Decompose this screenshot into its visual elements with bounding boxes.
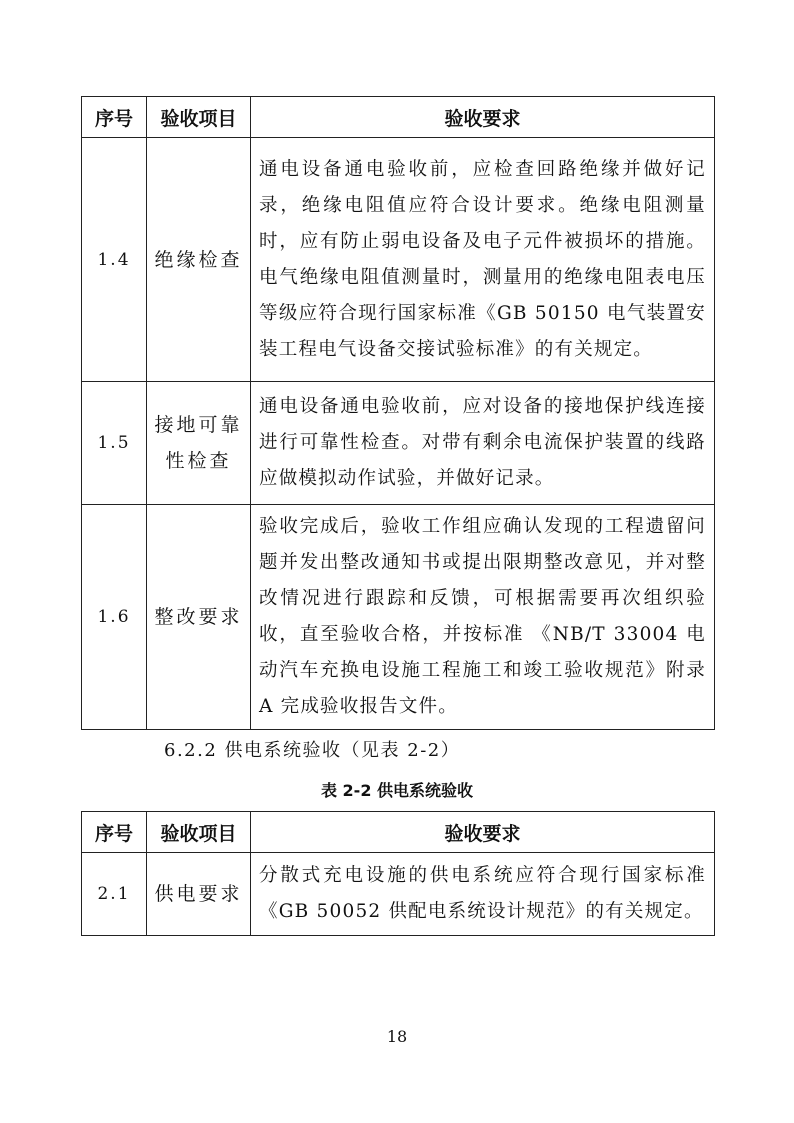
- acceptance-table-2: [81, 811, 715, 936]
- table-caption: 表 2-2 供电系统验收: [320, 781, 474, 800]
- header-num: 序号: [82, 812, 147, 853]
- row-num: 2.1: [82, 853, 147, 936]
- table-header-row: [82, 97, 715, 138]
- row-requirement: 通电设备通电验收前，应对设备的接地保护线连接进行可靠性检查。对带有剩余电流保护装置的线路应做模拟动作试验，并做好记录。: [251, 382, 715, 505]
- row-requirement: 通电设备通电验收前，应检查回路绝缘并做好记录，绝缘电阻值应符合设计要求。绝缘电阻测量时，应有防止弱电设备及电子元件被损坏的措施。电气绝缘电阻值测量时，测量用的绝缘电阻表电压等级应符合现行国家标准《GB 50150 电气装置安装工程电气设备交接试验标准》的有关规定。: [251, 138, 715, 382]
- row-item: 绝缘检查: [147, 138, 251, 382]
- acceptance-table-1: [81, 96, 715, 730]
- table-row: [82, 505, 715, 730]
- header-requirement: 验收要求: [251, 812, 715, 853]
- row-num: 1.6: [82, 505, 147, 730]
- header-num: 序号: [82, 97, 147, 138]
- row-item: 整改要求: [147, 505, 251, 730]
- table-header-row: [82, 812, 715, 853]
- header-item: 验收项目: [147, 812, 251, 853]
- row-requirement: 验收完成后，验收工作组应确认发现的工程遗留问题并发出整改通知书或提出限期整改意见，并对整改情况进行跟踪和反馈，可根据需要再次组织验收，直至验收合格，并按标准 《NB/T 33004 电动汽车充换电设施工程施工和竣工验收规范》附录 A 完成验收报告文件。: [251, 505, 715, 730]
- row-num: 1.4: [82, 138, 147, 382]
- section-heading: 6.2.2 供电系统验收（见表 2-2）: [164, 740, 461, 761]
- header-item: 验收项目: [147, 97, 251, 138]
- header-requirement: 验收要求: [251, 97, 715, 138]
- row-item: 供电要求: [147, 853, 251, 936]
- table-row: [82, 853, 715, 936]
- page-number: 18: [386, 1027, 408, 1046]
- row-num: 1.5: [82, 382, 147, 505]
- table-row: [82, 382, 715, 505]
- row-item: 接地可靠性检查: [147, 382, 251, 505]
- row-requirement: 分散式充电设施的供电系统应符合现行国家标准《GB 50052 供配电系统设计规范》的有关规定。: [251, 853, 715, 936]
- table-row: [82, 138, 715, 382]
